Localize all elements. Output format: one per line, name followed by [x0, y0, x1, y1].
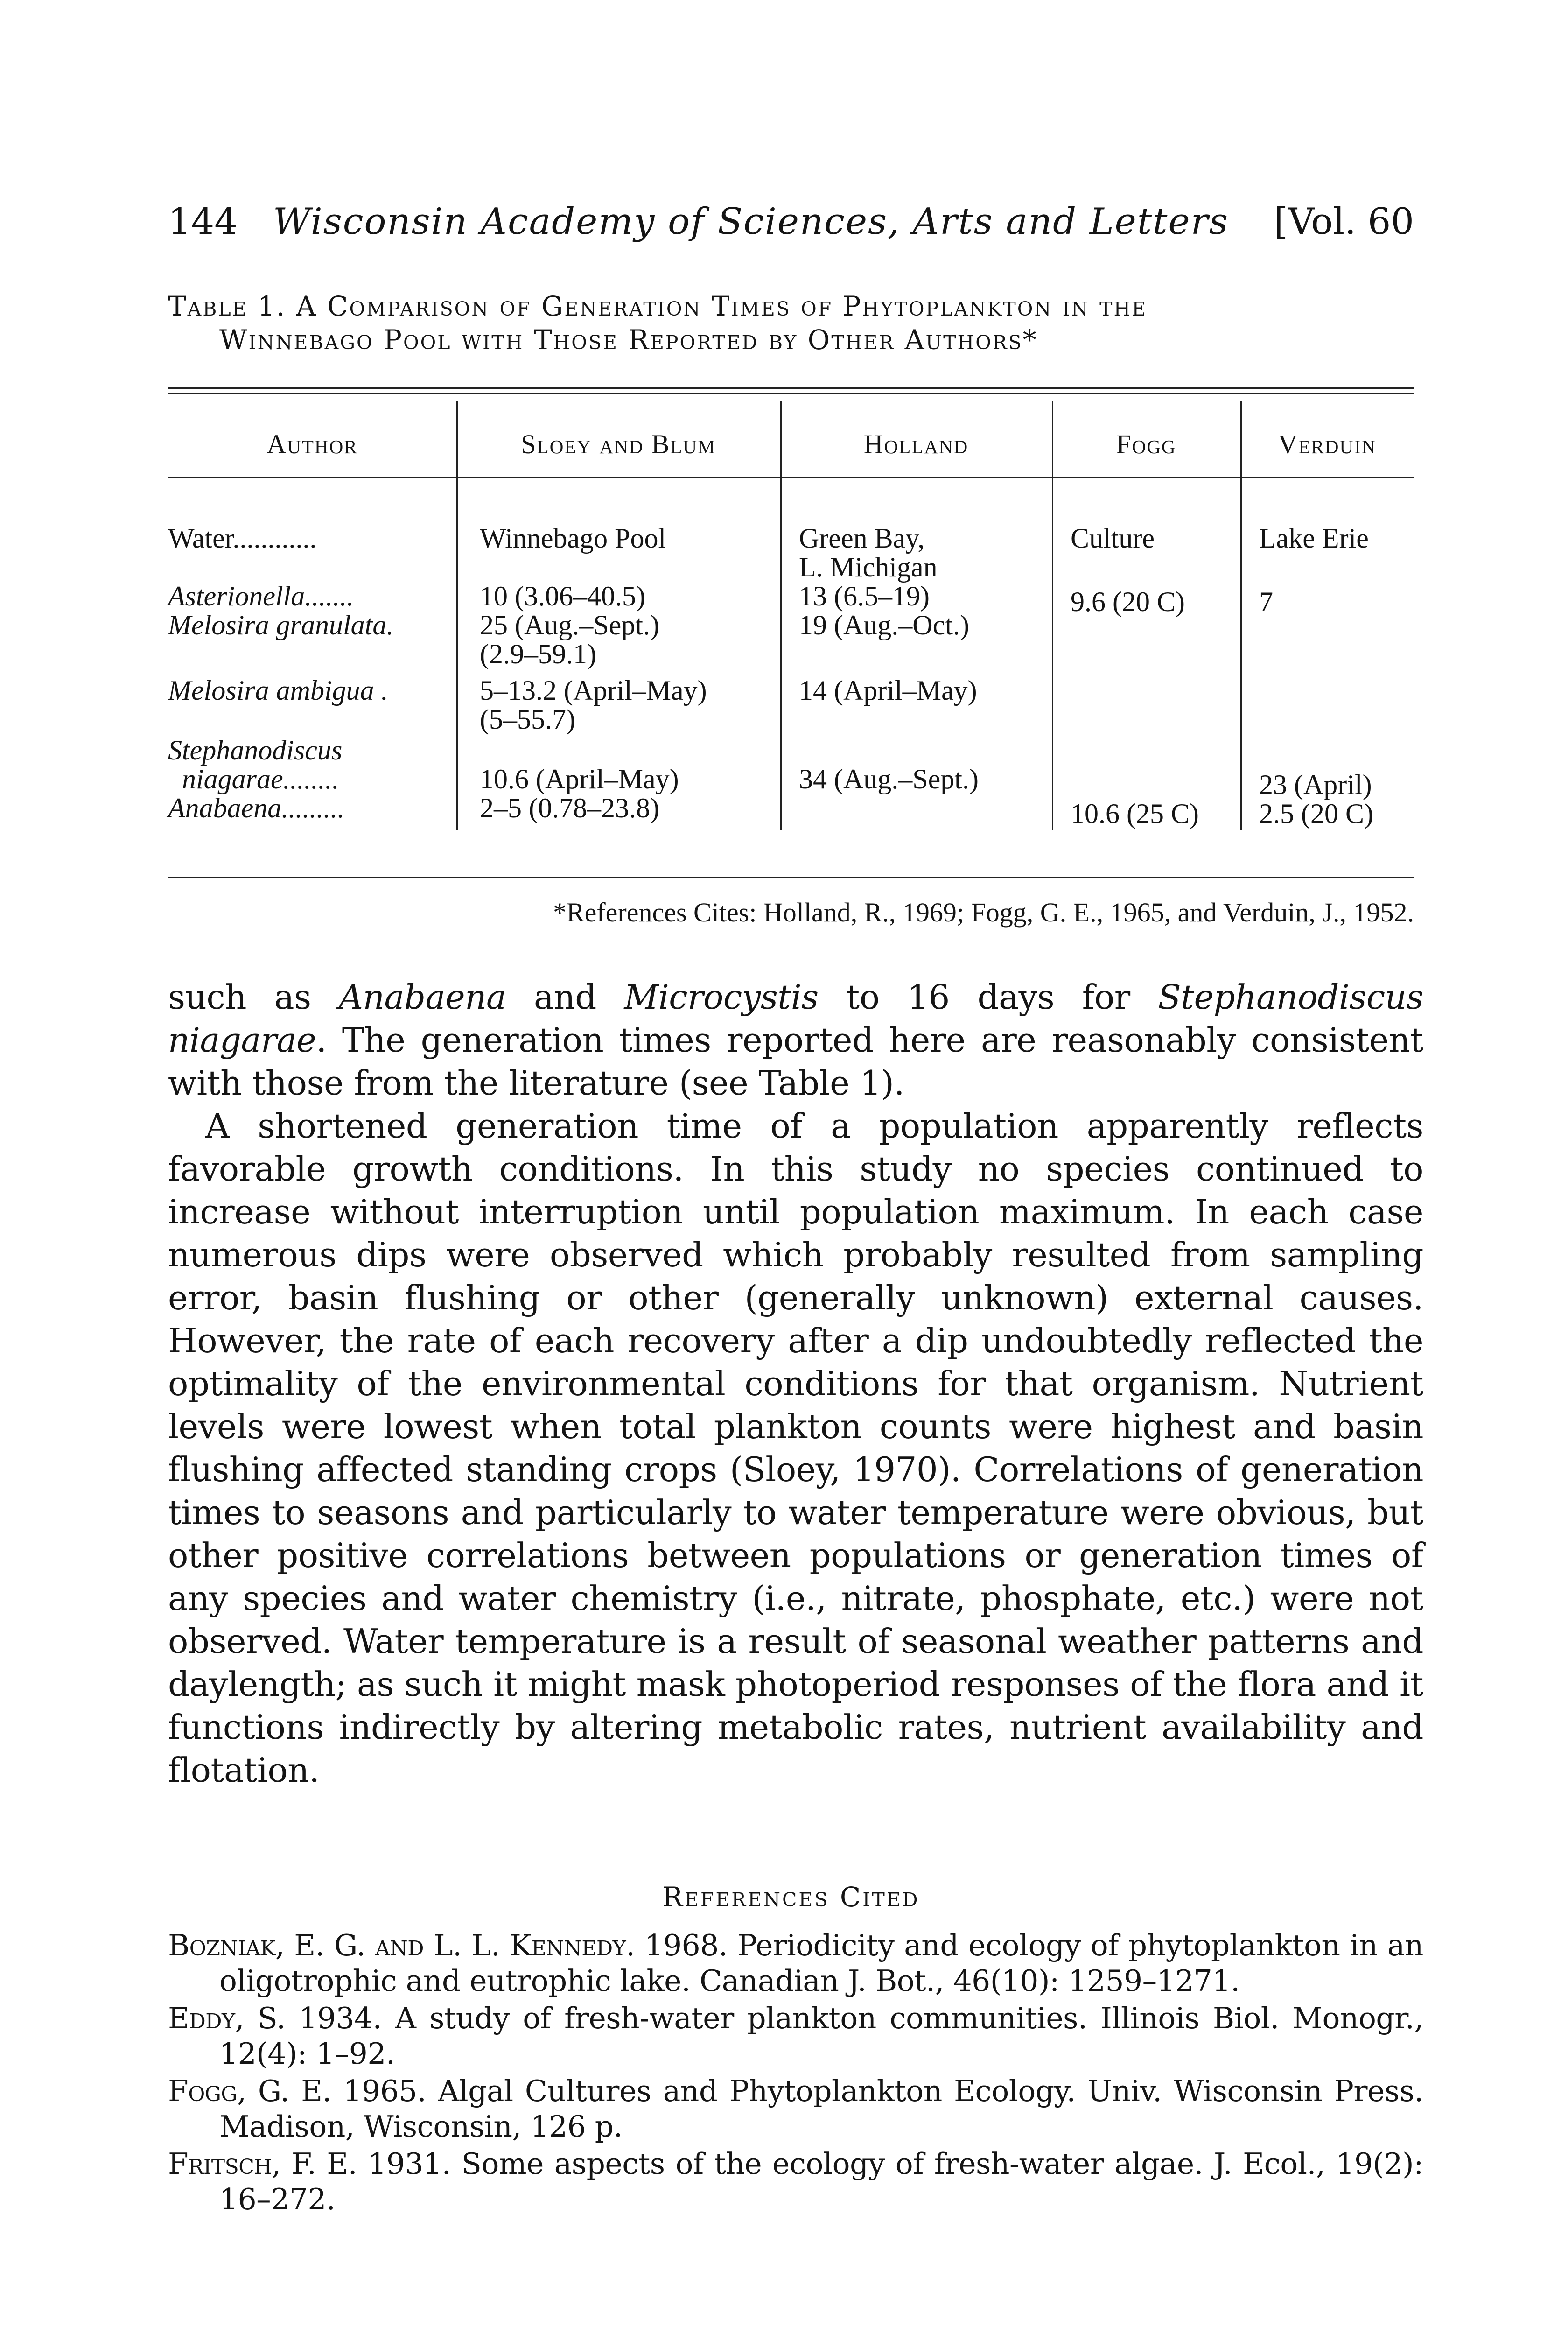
- row-label-melosira-ambigua: Melosira ambigua .: [168, 675, 388, 706]
- journal-title: Wisconsin Academy of Sciences, Arts and Letters: [273, 201, 1229, 243]
- reference-author: Fritsch, F. E.: [168, 2147, 357, 2181]
- references-list: [168, 1928, 1423, 2219]
- reference-entry: [168, 2074, 1423, 2144]
- page-number: 144: [168, 201, 238, 243]
- col-header-author: Author: [266, 429, 358, 459]
- volume-label: [Vol. 60: [1274, 201, 1414, 243]
- cell-melosira-granulata-holland: 19 (Aug.–Oct.): [799, 610, 969, 640]
- cell-water-verduin: Lake Erie: [1259, 523, 1369, 554]
- row-label-asterionella: Asterionella.......: [168, 581, 354, 612]
- table-top-rule-2: [168, 393, 1414, 394]
- col-header-verduin: Verduin: [1278, 429, 1377, 459]
- text-run: and: [506, 977, 624, 1017]
- cell-asterionella-sloey: 10 (3.06–40.5): [480, 581, 645, 612]
- table-top-rule-1: [168, 387, 1414, 389]
- cell-asterionella-fogg: 9.6 (20 C): [1071, 586, 1185, 617]
- table-footnote: *References Cites: Holland, R., 1969; Fogg, G. E., 1965, and Verduin, J., 1952.: [553, 897, 1414, 928]
- reference-author: Fogg, G. E.: [168, 2074, 332, 2108]
- table-caption-line-2: Winnebago Pool with Those Reported by Other Authors*: [219, 324, 1038, 356]
- row-label-melosira-granulata: Melosira granulata.: [168, 610, 394, 640]
- table-column-divider: [456, 401, 458, 830]
- reference-entry: [168, 2146, 1423, 2217]
- references-heading: References Cited: [662, 1881, 920, 1913]
- reference-author: Bozniak, E. G. and L. L. Kennedy.: [168, 1928, 635, 1962]
- cell-water-fogg: Culture: [1071, 523, 1155, 554]
- text-run: . The generation times reported here are reasonably consistent with those from the literature (see Table 1).: [168, 1020, 1423, 1103]
- reference-text: 1965. Algal Cultures and Phytoplankton Ecology. Univ. Wisconsin Press. Madison, Wisconsin, 126 p.: [219, 2074, 1423, 2144]
- table-header-rule: [168, 477, 1414, 478]
- text-run: such as: [168, 977, 339, 1017]
- generation-times-table: [168, 387, 1414, 928]
- row-label-stephanodiscus: Stephanodiscus niagarae........: [168, 735, 343, 794]
- reference-text: 1931. Some aspects of the ecology of fresh-water algae. J. Ecol., 19(2): 16–272.: [219, 2147, 1423, 2216]
- reference-text: 1968. Periodicity and ecology of phytoplankton in an oligotrophic and eutrophic lake. Canadian J. Bot., 46(10): 1259–1271.: [219, 1928, 1423, 1998]
- col-header-holland: Holland: [863, 429, 969, 459]
- cell-anabaena-fogg: 10.6 (25 C): [1071, 798, 1199, 829]
- table-bottom-rule: [168, 877, 1414, 878]
- reference-entry: [168, 2001, 1423, 2072]
- cell-stephanodiscus-holland: 34 (Aug.–Sept.): [799, 764, 979, 794]
- running-header: [168, 196, 1414, 247]
- paragraph-1: [168, 976, 1423, 1104]
- table-column-divider: [1240, 401, 1242, 830]
- paragraph-2: A shortened generation time of a population apparently reflects favorable growth conditions. In this study no species continued to increase without interruption until population maximum. In each case numerous dips were observed which probably resulted from sampling error, basin flushing or other (generally unknown) external causes. However, the rate of each recovery after a dip undoubtedly reflected the optimality of the environmental conditions for that organism. Nutrient levels were lowest when total plankton counts were highest and basin flushing affected standing crops (Sloey, 1970). Correlations of generation times to seasons and particularly to water temperature were obvious, but other positive correlations between populations or generation times of any species and water chemistry (i.e., nitrate, phosphate, etc.) were not observed. Water temperature is a result of seasonal weather patterns and daylength; as such it might mask photoperiod responses of the flora and it functions indirectly by altering metabolic rates, nutrient availability and flotation.: [168, 1106, 1423, 1790]
- row-label-anabaena: Anabaena.........: [168, 793, 345, 823]
- taxon-anabaena: Anabaena: [339, 977, 506, 1017]
- text-run: to 16 days for: [818, 977, 1158, 1017]
- col-header-fogg: Fogg: [1116, 429, 1176, 459]
- cell-asterionella-verduin: 7: [1259, 586, 1273, 617]
- taxon-stephanodiscus: Stephanodiscus niagarae: [168, 977, 1423, 1060]
- cell-anabaena-verduin: 2.5 (20 C): [1259, 798, 1373, 829]
- cell-melosira-ambigua-holland: 14 (April–May): [799, 675, 977, 706]
- body-text: [168, 976, 1423, 1792]
- reference-author: Eddy, S.: [168, 2001, 286, 2035]
- table-caption: [168, 289, 1414, 357]
- table-column-divider: [1052, 401, 1053, 830]
- cell-melosira-ambigua-sloey: 5–13.2 (April–May) (5–55.7): [480, 675, 707, 735]
- cell-stephanodiscus-verduin: 23 (April): [1259, 769, 1372, 800]
- cell-asterionella-holland: 13 (6.5–19): [799, 581, 930, 612]
- col-header-sloey-blum: Sloey and Blum: [521, 429, 716, 459]
- cell-melosira-granulata-sloey: 25 (Aug.–Sept.) (2.9–59.1): [480, 610, 659, 669]
- cell-stephanodiscus-sloey: 10.6 (April–May): [480, 764, 679, 794]
- table-caption-line-1: Table 1. A Comparison of Generation Times of Phytoplankton in the: [168, 290, 1148, 322]
- cell-water-holland: Green Bay, L. Michigan: [799, 523, 938, 583]
- taxon-microcystis: Microcystis: [624, 977, 819, 1017]
- table-column-divider: [780, 401, 782, 830]
- cell-water-sloey: Winnebago Pool: [480, 523, 666, 554]
- reference-entry: [168, 1928, 1423, 1999]
- cell-anabaena-sloey: 2–5 (0.78–23.8): [480, 793, 659, 823]
- reference-text: 1934. A study of fresh-water plankton communities. Illinois Biol. Monogr., 12(4): 1–92.: [219, 2001, 1423, 2071]
- row-label-water: Water............: [168, 523, 317, 554]
